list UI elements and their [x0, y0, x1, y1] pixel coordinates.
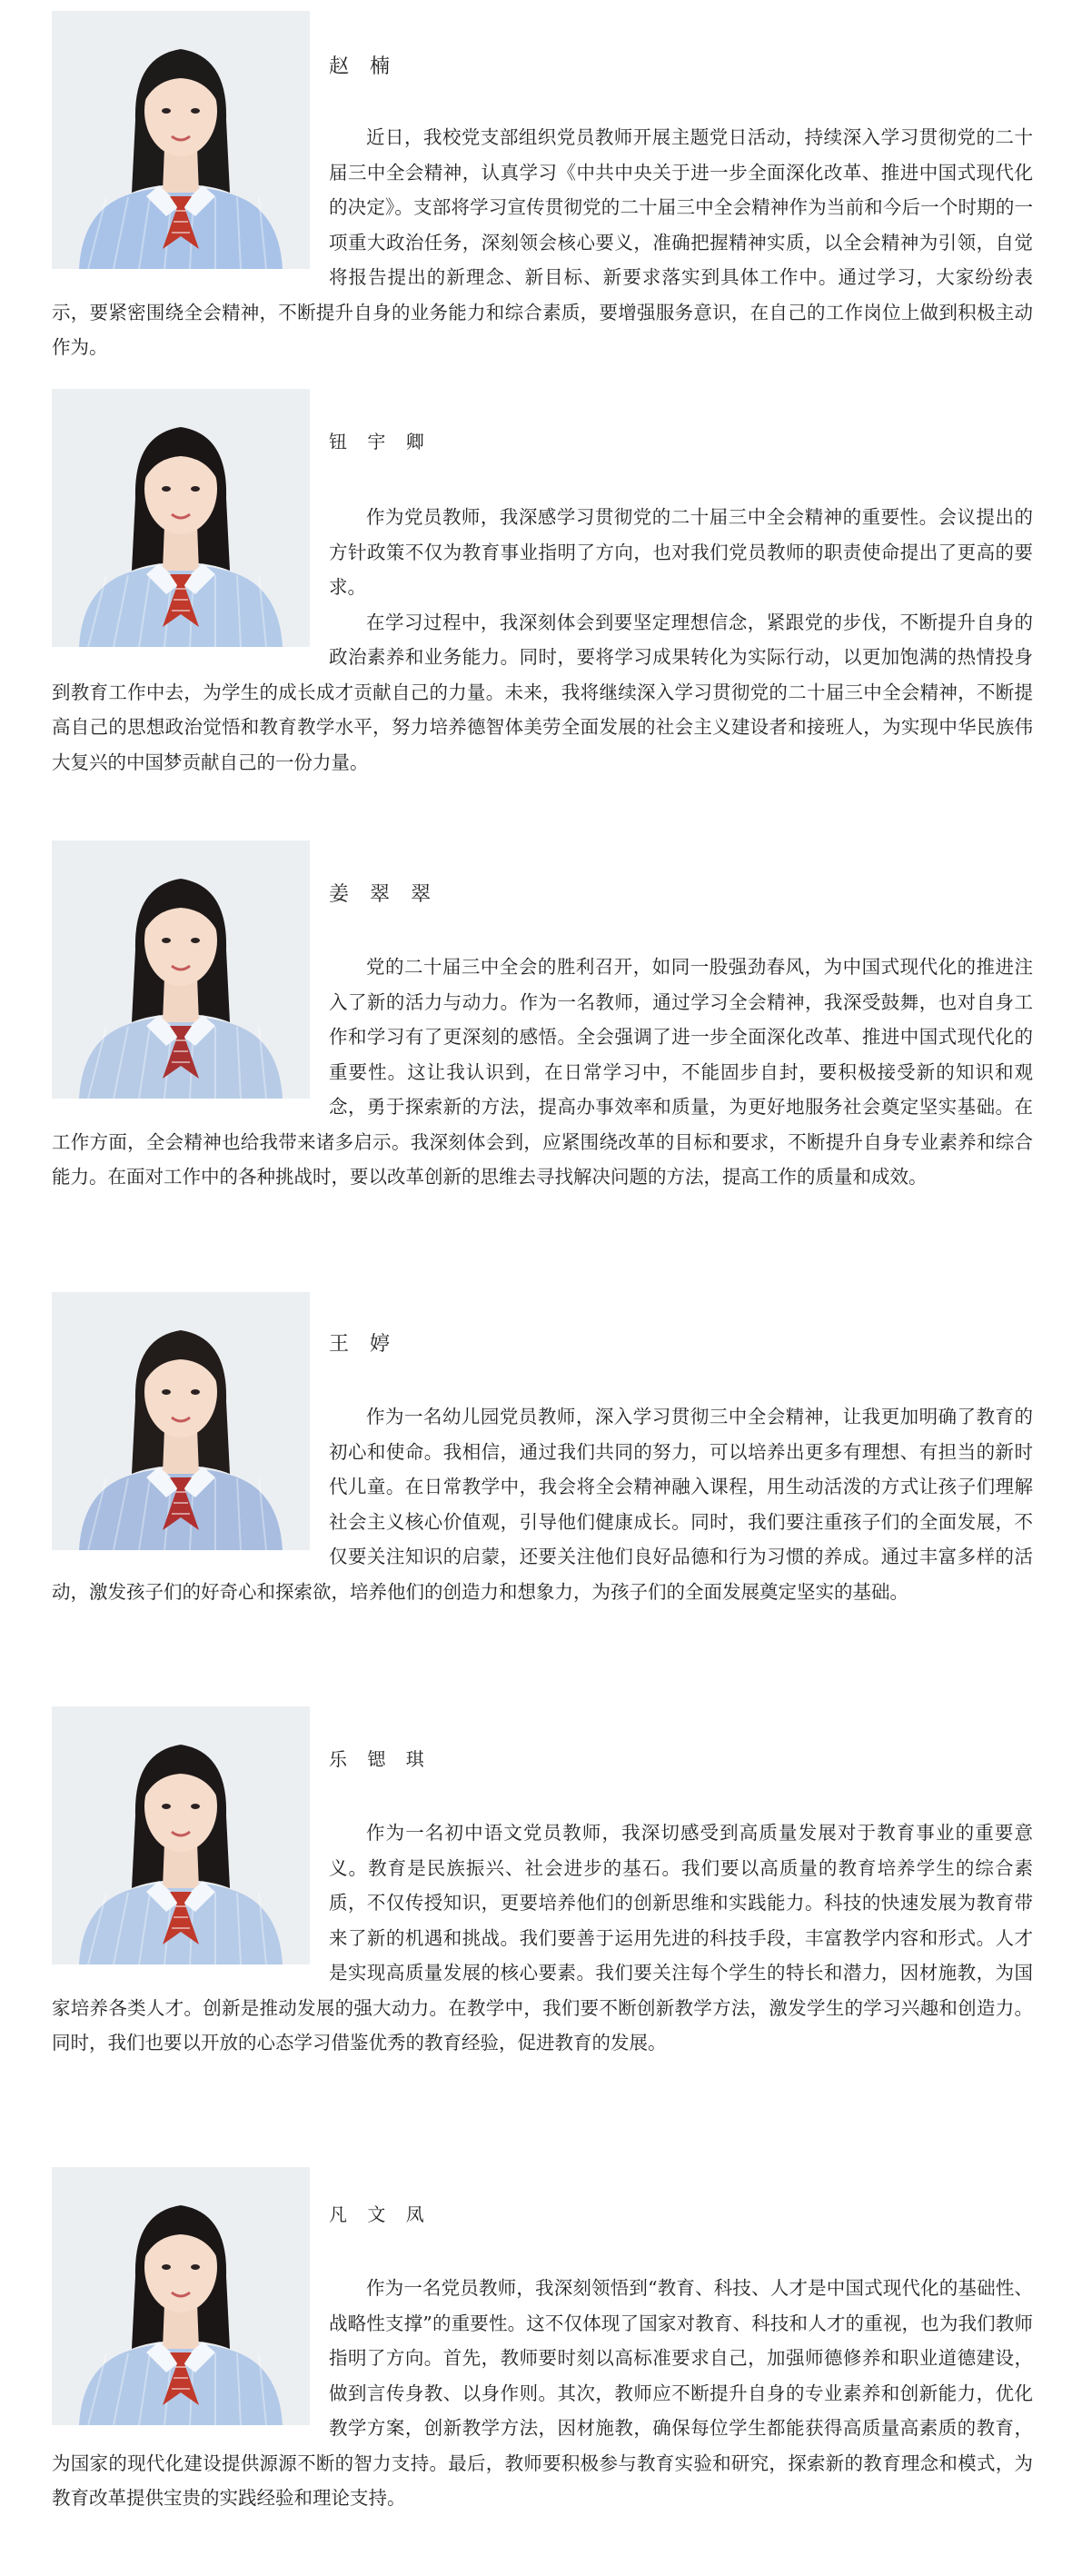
eye-shape: [191, 938, 200, 943]
reflection-text: [52, 120, 1033, 365]
reflection-text: [52, 500, 1033, 780]
reflection-paragraph: 作为一名幼儿园党员教师，深入学习贯彻三中全会精神，让我更加明确了教育的初心和使命。我相信，通过我们共同的努力，可以培养出更多有理想、有担当的新时代儿童。在日常教学中，我会将全会精神融入课程，用生动活泼的方式让孩子们理解社会主义核心价值观，引导他们健康成长。同时，我们要注重孩子们的全面发展，不仅要关注知识的启蒙，还要关注他们良好品德和行为习惯的养成。通过丰富多样的活动，激发孩子们的好奇心和探索欲，培养他们的创造力和想象力，为孩子们的全面发展奠定坚实的基础。: [52, 1406, 1033, 1603]
eye-shape: [191, 108, 200, 114]
teacher-name: 钮 宇 卿: [329, 431, 432, 453]
eye-shape: [191, 2264, 200, 2270]
eye-shape: [162, 1804, 171, 1809]
reflection-text: [52, 1815, 1033, 2061]
eye-shape: [162, 486, 171, 492]
eye-shape: [162, 938, 171, 943]
eye-shape: [162, 1389, 171, 1395]
reflection-text: [52, 950, 1033, 1195]
reflection-paragraph: 在学习过程中，我深刻体会到要坚定理想信念，紧跟党的步伐，不断提升自身的政治素养和业务能力。同时，要将学习成果转化为实际行动，以更加饱满的热情投身到教育工作中去，为学生的成长成才贡献自己的力量。未来，我将继续深入学习贯彻党的二十届三中全会精神，不断提高自己的思想政治觉悟和教育教学水平，努力培养德智体美劳全面发展的社会主义建设者和接班人，为实现中华民族伟大复兴的中国梦贡献自己的一份力量。: [52, 611, 1033, 773]
teacher-name: 乐 锶 琪: [329, 1748, 432, 1770]
reflection-paragraph: 近日，我校党支部组织党员教师开展主题党日活动，持续深入学习贯彻党的二十届三中全会精神，认真学习《中共中央关于进一步全面深化改革、推进中国式现代化的决定》。支部将学习宣传贯彻党的二十届三中全会精神作为当前和今后一个时期的一项重大政治任务，深刻领会核心要义，准确把握精神实质，以全会精神为引领，自觉将报告提出的新理念、新目标、新要求落实到具体工作中。通过学习，大家纷纷表示，要紧密围绕全会精神，不断提升自身的业务能力和综合素质，要增强服务意识，在自己的工作岗位上做到积极主动作为。: [52, 126, 1033, 358]
teacher-name: 赵 楠: [329, 55, 397, 78]
reflection-paragraph: 党的二十届三中全会的胜利召开，如同一股强劲春风，为中国式现代化的推进注入了新的活力与动力。作为一名教师，通过学习全会精神，我深受鼓舞，也对自身工作和学习有了更深刻的感悟。全会强调了进一步全面深化改革、推进中国式现代化的重要性。这让我认识到，在日常学习中，不能固步自封，要积极接受新的知识和观念，勇于探索新的方法，提高办事效率和质量，为更好地服务社会奠定坚实基础。在工作方面，全会精神也给我带来诸多启示。我深刻体会到，应紧围绕改革的目标和要求，不断提升自身专业素养和综合能力。在面对工作中的各种挑战时，要以改革创新的思维去寻找解决问题的方法，提高工作的质量和成效。: [52, 956, 1033, 1188]
reflection-paragraph: 作为一名初中语文党员教师，我深切感受到高质量发展对于教育事业的重要意义。教育是民族振兴、社会进步的基石。我们要以高质量的教育培养学生的综合素质，不仅传授知识，更要培养他们的创新思维和实践能力。科技的快速发展为教育带来了新的机遇和挑战。我们要善于运用先进的科技手段，丰富教学内容和形式。人才是实现高质量发展的核心要素。我们要关注每个学生的特长和潜力，因材施教，为国家培养各类人才。创新是推动发展的强大动力。在教学中，我们要不断创新教学方法，激发学生的学习兴趣和创造力。同时，我们也要以开放的心态学习借鉴优秀的教育经验，促进教育的发展。: [52, 1822, 1033, 2054]
reflection-text: [52, 1399, 1033, 1609]
reflection-paragraph: 作为党员教师，我深感学习贯彻党的二十届三中全会精神的重要性。会议提出的方针政策不仅为教育事业指明了方向，也对我们党员教师的职责使命提出了更高的要求。: [329, 506, 1033, 598]
reflection-text: [52, 2271, 1033, 2516]
teacher-name: 王 婷: [329, 1333, 397, 1356]
eye-shape: [191, 1804, 200, 1809]
teacher-name: 凡 文 凤: [329, 2203, 432, 2225]
teacher-name: 姜 翠 翠: [329, 883, 438, 906]
eye-shape: [191, 1389, 200, 1395]
eye-shape: [162, 2264, 171, 2270]
reflection-paragraph: 作为一名党员教师，我深刻领悟到“教育、科技、人才是中国式现代化的基础性、战略性支撑”的重要性。这不仅体现了国家对教育、科技和人才的重视，也为我们教师指明了方向。首先，教师要时刻以高标准要求自己，加强师德修养和职业道德建设，做到言传身教、以身作则。其次，教师应不断提升自身的专业素养和创新能力，优化教学方案，创新教学方法，因材施教，确保每位学生都能获得高质量高素质的教育，为国家的现代化建设提供源源不断的智力支持。最后，教师要积极参与教育实验和研究，探索新的教育理念和模式，为教育改革提供宝贵的实践经验和理论支持。: [52, 2277, 1033, 2509]
eye-shape: [191, 486, 200, 492]
eye-shape: [162, 108, 171, 114]
